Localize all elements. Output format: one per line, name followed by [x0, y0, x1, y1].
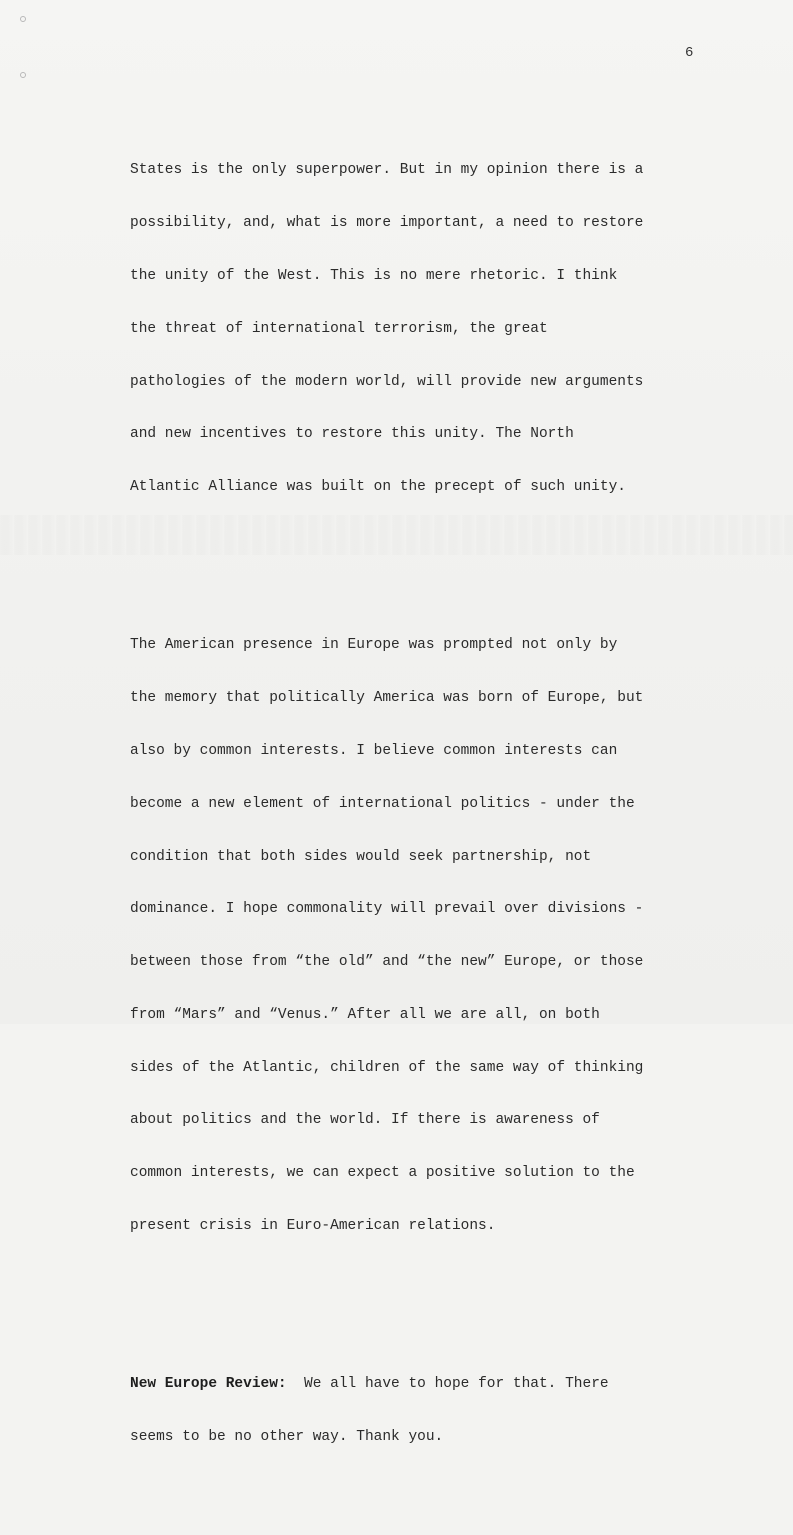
- text-line: sides of the Atlantic, children of the same way of thinking: [130, 1059, 644, 1076]
- text-line: the unity of the West. This is no mere rhetoric. I think: [130, 267, 618, 284]
- document-body: [130, 92, 710, 1535]
- text-line: pathologies of the modern world, will provide new arguments: [130, 373, 644, 390]
- text-line: the memory that politically America was born of Europe, but: [130, 690, 644, 707]
- text-line: present crisis in Euro-American relations.: [130, 1218, 496, 1234]
- text-line: dominance. I hope commonality will prevail over divisions -: [130, 901, 644, 918]
- text-line: possibility, and, what is more important, a need to restore: [130, 215, 644, 232]
- speaker-label: New Europe Review:: [130, 1376, 287, 1393]
- text-line: common interests, we can expect a positive solution to the: [130, 1165, 635, 1182]
- paragraph-1: [130, 127, 710, 532]
- margin-marks: [10, 0, 16, 90]
- text-line: and new incentives to restore this unity. The North: [130, 426, 574, 443]
- page-number: 6: [685, 45, 694, 61]
- text-line: seems to be no other way. Thank you.: [130, 1429, 444, 1446]
- punch-mark: [20, 72, 26, 78]
- text-line: from “Mars” and “Venus.” After all we are all, on both: [130, 1006, 600, 1023]
- closing-paragraph: [130, 1341, 710, 1482]
- text-line: condition that both sides would seek partnership, not: [130, 848, 592, 865]
- text-line: the threat of international terrorism, the great: [130, 320, 548, 337]
- text-line: also by common interests. I believe common interests can: [130, 742, 618, 759]
- text-line: between those from “the old” and “the new” Europe, or those: [130, 954, 644, 971]
- text-line: Atlantic Alliance was built on the precept of such unity.: [130, 479, 626, 496]
- text-line: States is the only superpower. But in my opinion there is a: [130, 162, 644, 179]
- text-line: become a new element of international politics - under the: [130, 795, 635, 812]
- text-line: about politics and the world. If there is awareness of: [130, 1112, 600, 1129]
- closing-text: We all have to hope for that. There: [286, 1376, 609, 1393]
- text-line: The American presence in Europe was prompted not only by: [130, 637, 618, 654]
- text-line: [130, 1376, 710, 1394]
- punch-mark: [20, 16, 26, 22]
- paragraph-2: [130, 602, 710, 1271]
